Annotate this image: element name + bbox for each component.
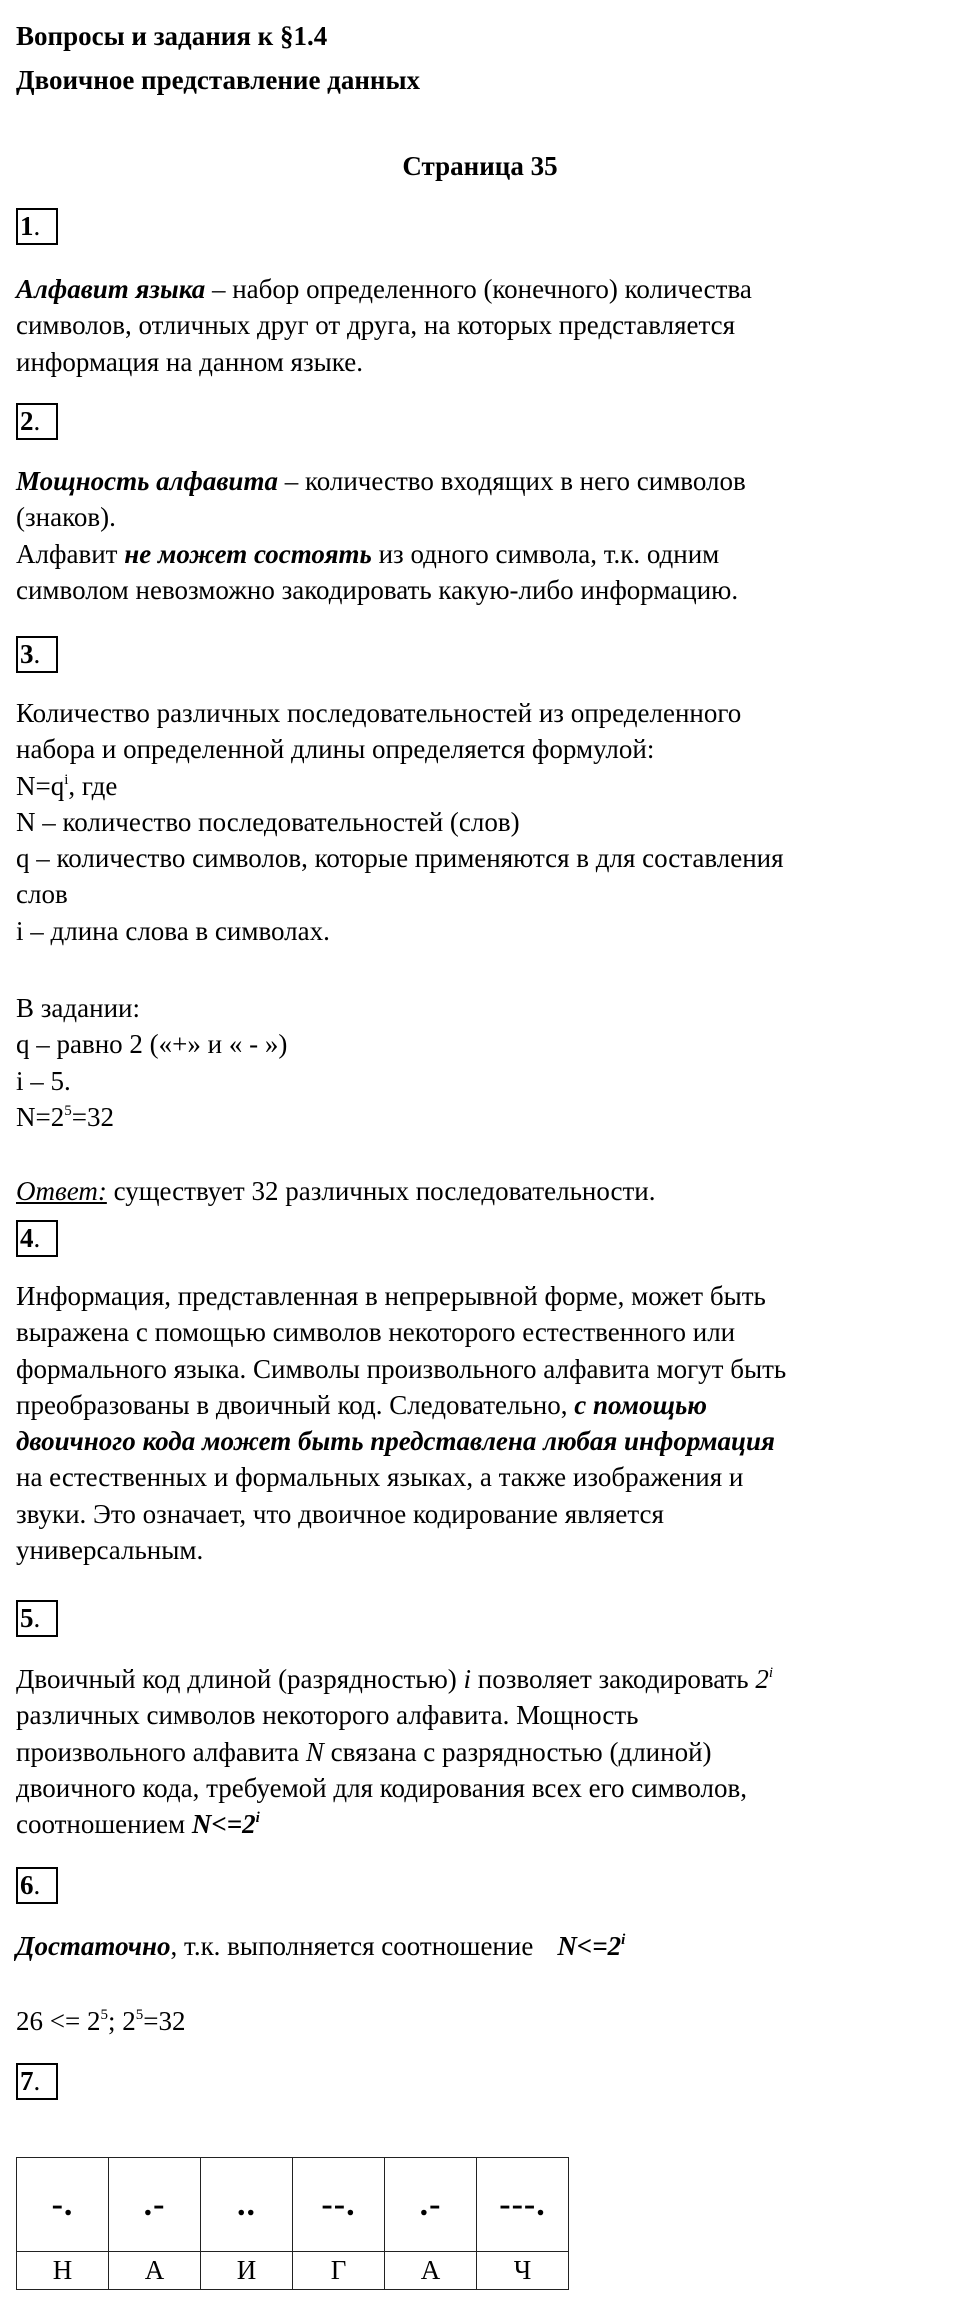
superscript: i bbox=[621, 1932, 626, 1948]
task-number-text: 3 bbox=[20, 639, 34, 669]
answer-text: существует 32 различных последовательности. bbox=[106, 1176, 656, 1206]
variable-i: i bbox=[463, 1664, 472, 1694]
text-line: звуки. Это означает, что двоичное кодирование является bbox=[16, 1498, 664, 1529]
emphasis: не может состоять bbox=[124, 538, 372, 569]
text-run: =32 bbox=[143, 2006, 186, 2036]
task-number-dot: . bbox=[33, 1603, 41, 1633]
code-cell: .- bbox=[385, 2158, 477, 2252]
text-line: универсальным. bbox=[16, 1535, 204, 1566]
letter-cell: Н bbox=[17, 2252, 109, 2290]
text-line bbox=[16, 1423, 956, 1459]
answer-5 bbox=[16, 1661, 956, 1842]
superscript: i bbox=[768, 1665, 774, 1681]
page-number-label: Страница 35 bbox=[402, 151, 558, 181]
text-run: – количество входящих в него символов bbox=[277, 466, 746, 496]
task-number-dot: . bbox=[33, 1223, 41, 1253]
task-number-6 bbox=[16, 1867, 58, 1904]
text-line: q – количество символов, которые применяются в для составления bbox=[16, 843, 784, 874]
text-run: =32 bbox=[71, 1101, 114, 1132]
text-line: В задании: bbox=[16, 993, 140, 1023]
task-number-4 bbox=[16, 1220, 58, 1257]
text-run: связана с разрядностью (длиной) bbox=[323, 1736, 712, 1767]
text-run: , т.к. выполняется соотношение bbox=[170, 1931, 534, 1961]
term-alphabet-power: Мощность алфавита bbox=[16, 466, 278, 496]
text-run: позволяет закодировать bbox=[471, 1664, 756, 1694]
term-alphabet: Алфавит языка bbox=[16, 274, 206, 304]
code-row bbox=[17, 2158, 569, 2252]
task-number-dot: . bbox=[33, 639, 41, 669]
text-line: q – равно 2 («+» и « - ») bbox=[16, 1029, 288, 1060]
text-line: N – количество последовательностей (слов) bbox=[16, 806, 520, 837]
text-line: выражена с помощью символов некоторого естественного или bbox=[16, 1317, 736, 1348]
task-number-5 bbox=[16, 1600, 58, 1637]
answer-3-task bbox=[16, 990, 956, 1135]
code-cell: .. bbox=[201, 2158, 293, 2252]
text-line bbox=[16, 1661, 956, 1697]
code-cell: --. bbox=[293, 2158, 385, 2252]
text-line: Количество различных последовательностей из определенного bbox=[16, 698, 742, 728]
text-line bbox=[16, 1173, 956, 1209]
answer-3-formula bbox=[16, 695, 956, 949]
text-line bbox=[16, 271, 956, 307]
task-number-text: 7 bbox=[20, 2066, 34, 2096]
text-line bbox=[16, 536, 956, 572]
text-run: N=q bbox=[16, 770, 65, 801]
text-line: i – 5. bbox=[16, 1065, 71, 1096]
text-run: Двоичный код длиной (разрядностью) bbox=[16, 1664, 464, 1694]
text-line: набора и определенной длины определяется формулой: bbox=[16, 734, 655, 765]
code-cell: ---. bbox=[477, 2158, 569, 2252]
task-number-2 bbox=[16, 403, 58, 440]
answer-3-result bbox=[16, 1173, 956, 1209]
text-run: , где bbox=[68, 770, 118, 801]
task-number-text: 1 bbox=[20, 211, 34, 241]
task-number-text: 5 bbox=[20, 1603, 34, 1633]
text-line: двоичного кода, требуемой для кодирования всех его символов, bbox=[16, 1772, 747, 1803]
morse-code-table bbox=[16, 2157, 569, 2290]
text-run: – набор определенного (конечного) количества bbox=[205, 274, 752, 304]
superscript: i bbox=[64, 771, 69, 788]
superscript: 5 bbox=[64, 1102, 72, 1119]
answer-2 bbox=[16, 463, 956, 608]
text-run: соотношением bbox=[16, 1809, 192, 1840]
text-line bbox=[16, 1387, 956, 1423]
text-line: различных символов некоторого алфавита. Мощность bbox=[16, 1700, 639, 1731]
text-run: преобразованы в двоичный код. Следовательно, bbox=[16, 1389, 575, 1420]
code-cell: .- bbox=[109, 2158, 201, 2252]
text-line: (знаков). bbox=[16, 502, 116, 533]
formula-line bbox=[16, 2003, 956, 2039]
text-line: символов, отличных друг от друга, на которых представляется bbox=[16, 310, 736, 341]
text-line bbox=[16, 1806, 956, 1842]
formula: N<=2 bbox=[557, 1931, 622, 1961]
task-number-3 bbox=[16, 636, 58, 673]
formula-line bbox=[16, 768, 956, 804]
text-line: информация на данном языке. bbox=[16, 346, 363, 377]
answer-label: Ответ: bbox=[16, 1176, 107, 1206]
letter-cell: Ч bbox=[477, 2252, 569, 2290]
text-line: слов bbox=[16, 879, 68, 910]
task-number-7 bbox=[16, 2063, 58, 2100]
answer-6 bbox=[16, 1928, 956, 1964]
text-run: N=2 bbox=[16, 1101, 65, 1132]
answer-4 bbox=[16, 1278, 956, 1568]
text-run: ; 2 bbox=[107, 2006, 136, 2036]
letter-row bbox=[17, 2252, 569, 2290]
letter-cell: А bbox=[385, 2252, 477, 2290]
letter-cell: Г bbox=[293, 2252, 385, 2290]
text-line: Информация, представленная в непрерывной форме, может быть bbox=[16, 1281, 766, 1311]
text-run: Алфавит bbox=[16, 538, 125, 569]
term-sufficient: Достаточно bbox=[16, 1931, 171, 1961]
superscript: 5 bbox=[135, 2007, 144, 2023]
formula: N<=2 bbox=[191, 1809, 256, 1840]
letter-cell: А bbox=[109, 2252, 201, 2290]
text-line: формального языка. Символы произвольного алфавита могут быть bbox=[16, 1353, 787, 1384]
task-number-dot: . bbox=[33, 1870, 41, 1900]
emphasis: с помощью bbox=[574, 1389, 708, 1420]
text-line bbox=[16, 1734, 956, 1770]
text-line bbox=[16, 1928, 956, 1964]
answer-1 bbox=[16, 271, 956, 380]
task-number-dot: . bbox=[33, 2066, 41, 2096]
task-number-text: 2 bbox=[20, 406, 34, 436]
text-run: 26 <= 2 bbox=[16, 2006, 101, 2036]
task-number-dot: . bbox=[33, 211, 41, 241]
text-line: символом невозможно закодировать какую-либо информацию. bbox=[16, 574, 739, 605]
superscript: 5 bbox=[100, 2007, 108, 2023]
text-run: из одного символа, т.к. одним bbox=[371, 538, 720, 569]
text-line bbox=[16, 463, 956, 499]
section-heading: Вопросы и задания к §1.4 bbox=[16, 21, 328, 51]
task-number-dot: . bbox=[33, 406, 41, 436]
answer-6-calc bbox=[16, 2003, 956, 2039]
formula-line bbox=[16, 1099, 956, 1135]
task-number-1 bbox=[16, 208, 58, 245]
emphasis: двоичного кода может быть представлена любая информация bbox=[16, 1426, 775, 1457]
topic-title: Двоичное представление данных bbox=[16, 65, 421, 95]
variable-n: N bbox=[305, 1736, 324, 1767]
letter-cell: И bbox=[201, 2252, 293, 2290]
task-number-text: 6 bbox=[20, 1870, 34, 1900]
text-line: на естественных и формальных языках, а также изображения и bbox=[16, 1462, 744, 1493]
text-run: произвольного алфавита bbox=[16, 1736, 306, 1767]
code-cell: -. bbox=[17, 2158, 109, 2252]
task-number-text: 4 bbox=[20, 1223, 34, 1253]
text-line: i – длина слова в символах. bbox=[16, 915, 330, 946]
superscript: i bbox=[255, 1810, 260, 1827]
formula-base: 2 bbox=[755, 1664, 769, 1694]
